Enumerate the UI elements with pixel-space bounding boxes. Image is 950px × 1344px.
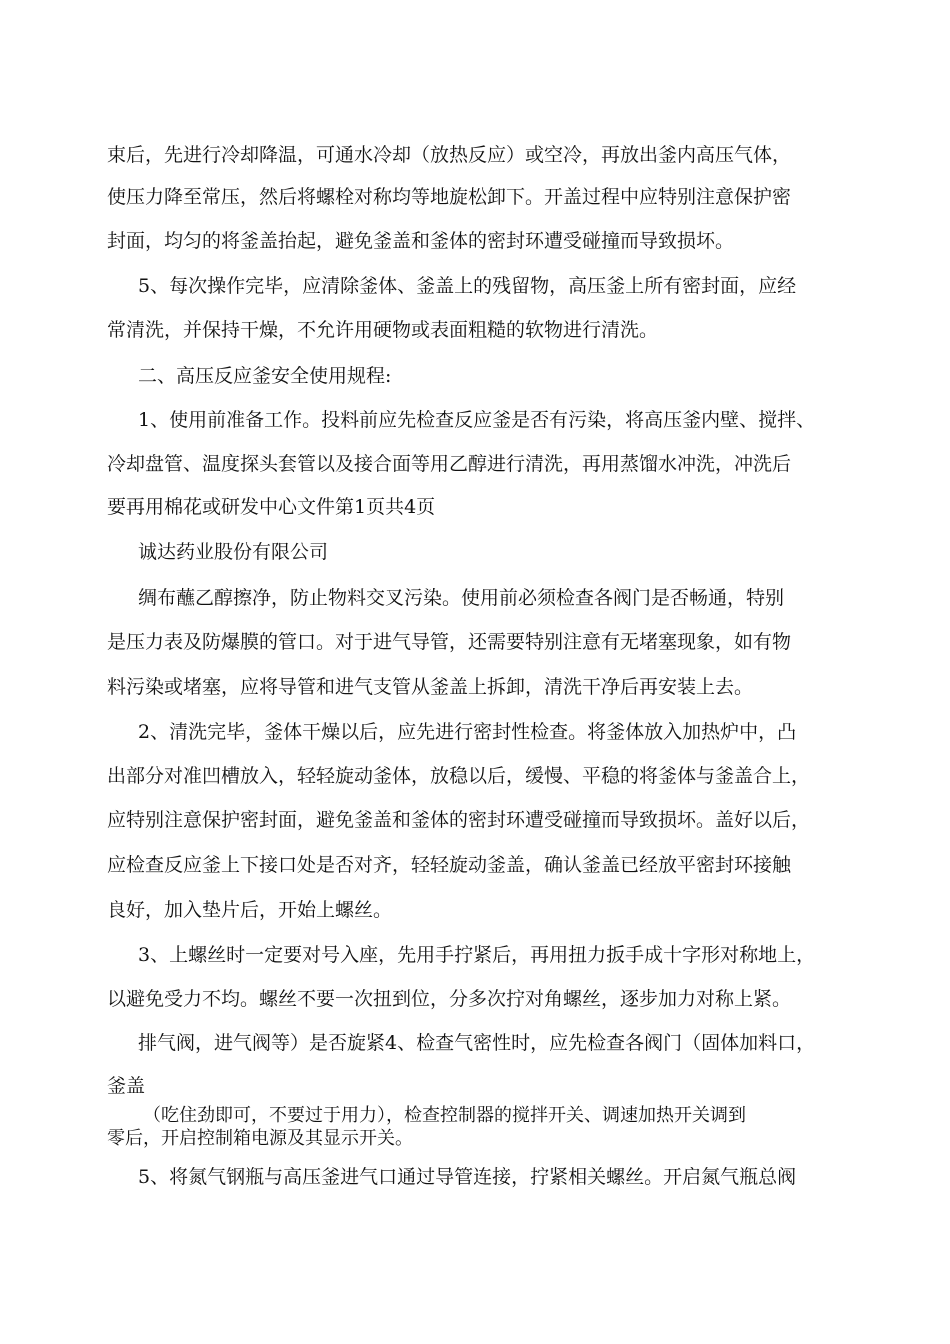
text-line: 绸布蘸乙醇擦净，防止物料交叉污染。使用前必须检查各阀门是否畅通，特别 (138, 587, 785, 609)
text-line: （吃住劲即可，不要过于用力），检查控制器的搅拌开关、调速加热开关调到 (143, 1105, 746, 1126)
text-line: 封面，均匀的将釜盖抬起，避免釜盖和釜体的密封环遭受碰撞而导致损坏。 (107, 230, 735, 252)
text-line: 应特别注意保护密封面，避免釜盖和釜体的密封环遭受碰撞而导致损坏。盖好以后， (107, 809, 811, 831)
text-line: 是压力表及防爆膜的管口。对于进气导管，还需要特别注意有无堵塞现象，如有物 (107, 631, 792, 653)
text-line: 束后，先进行冷却降温，可通水冷却（放热反应）或空冷，再放出釜内高压气体， (107, 144, 792, 166)
text-line: 良好，加入垫片后，开始上螺丝。 (107, 899, 393, 921)
text-line: 以避免受力不均。螺丝不要一次扭到位，分多次拧对角螺丝，逐步加力对称上紧。 (107, 988, 792, 1010)
text-line: 出部分对准凹槽放入，轻轻旋动釜体，放稳以后，缓慢、平稳的将釜体与釜盖合上， (107, 765, 811, 787)
text-line: 零后，开启控制箱电源及其显示开关。 (107, 1128, 413, 1149)
section-heading: 二、高压反应釜安全使用规程: (138, 365, 392, 387)
text-line: 2、清洗完毕，釜体干燥以后，应先进行密封性检查。将釜体放入加热炉中，凸 (138, 721, 797, 743)
text-line: 常清洗，并保持干燥，不允许用硬物或表面粗糙的软物进行清洗。 (107, 319, 659, 341)
text-line: 5、每次操作完毕，应清除釜体、釜盖上的残留物，高压釜上所有密封面，应经 (138, 275, 797, 297)
text-line: 使压力降至常压，然后将螺栓对称均等地旋松卸下。开盖过程中应特别注意保护密 (107, 186, 792, 208)
text-line: 应检查反应釜上下接口处是否对齐，轻轻旋动釜盖，确认釜盖已经放平密封环接触 (107, 854, 792, 876)
page-footer-text: 要再用棉花或研发中心文件第1页共4页 (107, 496, 436, 518)
company-name: 诚达药业股份有限公司 (138, 541, 329, 563)
text-line: 排气阀，进气阀等）是否旋紧4、检查气密性时，应先检查各阀门（固体加料口， (138, 1032, 816, 1054)
text-line: 5、将氮气钢瓶与高压釜进气口通过导管连接，拧紧相关螺丝。开启氮气瓶总阀 (138, 1166, 797, 1188)
text-line: 1、使用前准备工作。投料前应先检查反应釜是否有污染，将高压釜内壁、搅拌、 (138, 409, 816, 431)
text-line: 料污染或堵塞，应将导管和进气支管从釜盖上拆卸，清洗干净后再安装上去。 (107, 676, 754, 698)
text-line: 冷却盘管、温度探头套管以及接合面等用乙醇进行清洗，再用蒸馏水冲洗，冲洗后 (107, 453, 792, 475)
text-line: 3、上螺丝时一定要对号入座，先用手拧紧后，再用扭力扳手成十字形对称地上， (138, 944, 816, 966)
text-line: 釜盖 (107, 1075, 146, 1097)
